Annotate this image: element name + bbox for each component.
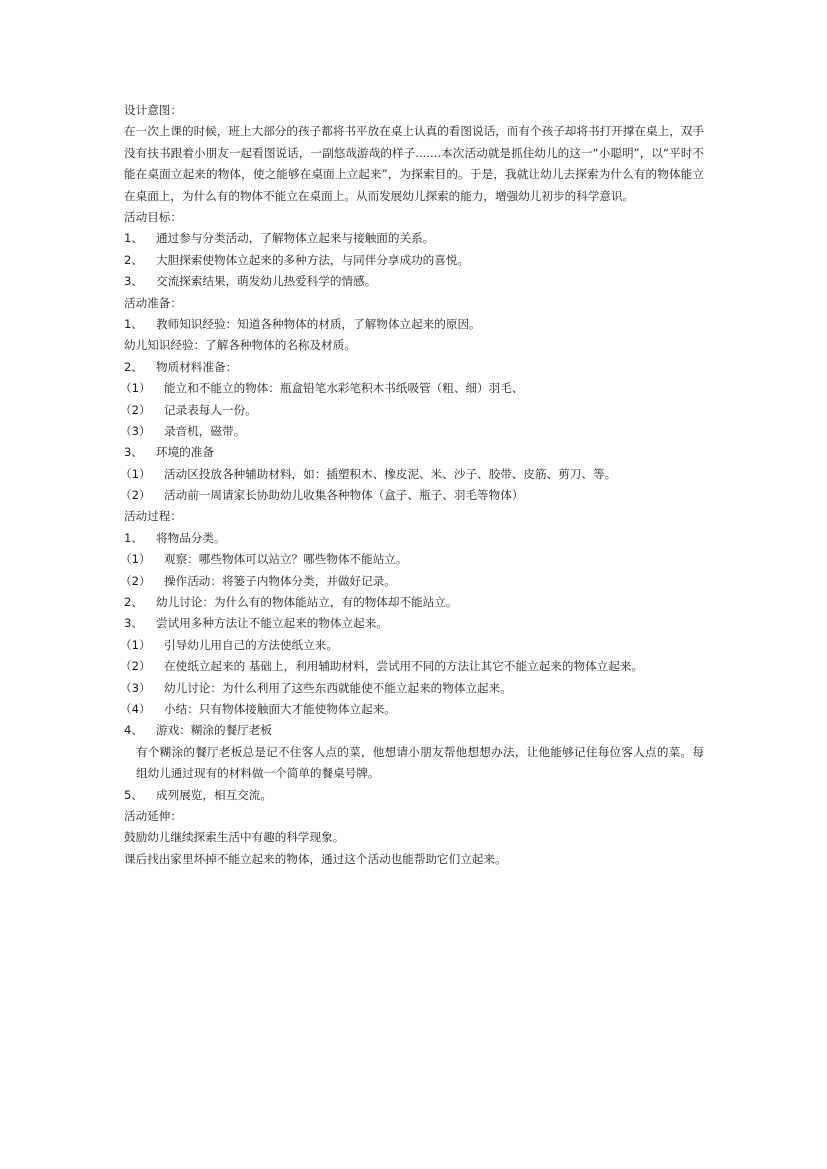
item-text: 教师知识经验：知道各种物体的材质，了解物体立起来的原因。 xyxy=(156,316,481,331)
item-text: 环境的准备 xyxy=(156,445,214,460)
item-number: （1） xyxy=(120,637,151,652)
item-text: 引导幼儿用自己的方法使纸立来。 xyxy=(164,637,338,652)
item-text: 活动区投放各种辅助材料，如：插塑积木、橡皮泥、米、沙子、胶带、皮筋、剪刀、等。 xyxy=(164,466,617,481)
item-text: 物质材料准备： xyxy=(156,359,238,374)
sub-list-item xyxy=(120,421,704,442)
sub-list-item xyxy=(120,549,704,570)
item-number: 2、 xyxy=(124,595,143,610)
item-text: 观察：哪些物体可以站立？哪些物体不能站立。 xyxy=(164,552,408,567)
item-text: 游戏：糊涂的餐厅老板 xyxy=(156,723,272,738)
item-text: 活动前一周请家长协助幼儿收集各种物体（盒子、瓶子、羽毛等物体） xyxy=(164,488,524,503)
list-item xyxy=(124,785,704,806)
list-item xyxy=(124,613,704,634)
section-heading-design: 设计意图： xyxy=(124,103,182,117)
sub-list-item xyxy=(120,571,704,592)
section-heading-goals: 活动目标： xyxy=(124,210,182,225)
item-number: 4、 xyxy=(124,723,143,738)
item-number: （1） xyxy=(120,381,151,396)
item-number: （4） xyxy=(120,702,151,716)
item-text: 操作活动：将篓子内物体分类，并做好记录。 xyxy=(164,573,396,588)
sub-list-item xyxy=(120,656,704,677)
section-heading-prep: 活动准备： xyxy=(124,295,182,310)
item-text: 尝试用多种方法让不能立起来的物体立起来。 xyxy=(156,616,388,631)
sub-list-item xyxy=(120,678,704,699)
design-intent-paragraph: 在一次上课的时候，班上大部分的孩子都将书平放在桌上认真的看图说话，而有个孩子却将书打开撑在桌上，双手没有扶书跟着小朋友一起看图说话，一副悠哉游哉的样子.......本次活动就是抓住幼儿的这一“小聪明”，以“平时不能在桌面立起来的物体，使之能够在桌面上立起来”，为探索目的。于是，我就让幼儿去探索为什么有的物体能立在桌面上，为什么有的物体不能立在桌面上。从而发展幼儿探索的能力，增强幼儿初步的科学意识。 xyxy=(124,124,704,203)
sub-list-item xyxy=(120,400,704,421)
section-heading-process: 活动过程： xyxy=(124,509,182,524)
item-text: 幼儿讨论：为什么有的物体能站立，有的物体却不能站立。 xyxy=(156,595,458,610)
text-line: 幼儿知识经验：了解各种物体的名称及材质。 xyxy=(124,338,356,353)
item-number: （2） xyxy=(120,573,151,588)
item-number: 2、 xyxy=(124,252,143,267)
item-number: 3、 xyxy=(124,445,143,460)
item-number: （2） xyxy=(120,402,151,417)
item-text: 将物品分类。 xyxy=(156,530,226,545)
list-item xyxy=(124,528,704,549)
item-text: 在使纸立起来的 基础上，利用辅助材料，尝试用不同的方法让其它不能立起来的物体立起来。 xyxy=(164,659,644,674)
item-text: 小结：只有物体接触面大才能使物体立起来。 xyxy=(164,702,396,716)
item-number: 2、 xyxy=(124,359,143,374)
list-item xyxy=(124,357,704,378)
list-item xyxy=(124,250,704,271)
list-item xyxy=(124,442,704,463)
document-body xyxy=(120,100,704,870)
item-number: （2） xyxy=(120,488,151,503)
sub-list-item xyxy=(120,464,704,485)
item-text: 交流探索结果，萌发幼儿热爱科学的情感。 xyxy=(156,274,377,289)
list-item xyxy=(124,720,704,741)
item-text: 通过参与分类活动，了解物体立起来与接触面的关系。 xyxy=(156,231,435,246)
game-description-paragraph: 有个糊涂的餐厅老板总是记不住客人点的菜，他想请小朋友帮他想想办法，让他能够记住每位客人点的菜。每组幼儿通过现有的材料做一个简单的餐桌号牌。 xyxy=(136,744,704,781)
item-number: 1、 xyxy=(124,231,143,246)
item-text: 成列展览，相互交流。 xyxy=(156,787,272,802)
item-number: 1、 xyxy=(124,530,143,545)
item-text: 能立和不能立的物体：瓶盒铅笔水彩笔积木书纸吸管（粗、细）羽毛、 xyxy=(164,381,524,396)
item-text: 大胆探索使物体立起来的多种方法，与同伴分享成功的喜悦。 xyxy=(156,252,470,267)
sub-list-item xyxy=(120,699,704,720)
item-number: 3、 xyxy=(124,274,143,289)
item-number: 5、 xyxy=(124,787,143,802)
item-number: （3） xyxy=(120,680,151,695)
sub-list-item xyxy=(120,378,704,399)
sub-list-item xyxy=(120,635,704,656)
item-text: 幼儿讨论：为什么利用了这些东西就能使不能立起来的物体立起来。 xyxy=(164,680,512,695)
sub-list-item xyxy=(120,485,704,506)
item-number: （1） xyxy=(120,466,151,481)
item-number: （3） xyxy=(120,423,151,438)
item-number: （1） xyxy=(120,552,151,567)
item-number: 1、 xyxy=(124,316,143,331)
item-number: 3、 xyxy=(124,616,143,631)
item-number: （2） xyxy=(120,659,151,674)
text-line: 课后找出家里坏掉不能立起来的物体，通过这个活动也能帮助它们立起来。 xyxy=(124,851,507,866)
text-line: 鼓励幼儿继续探索生活中有趣的科学现象。 xyxy=(124,830,345,845)
list-item xyxy=(124,314,704,335)
list-item xyxy=(124,592,704,613)
item-text: 录音机，磁带。 xyxy=(164,423,246,438)
item-text: 记录表每人一份。 xyxy=(164,402,257,417)
section-heading-extension: 活动延伸： xyxy=(124,808,182,823)
list-item xyxy=(124,271,704,292)
list-item xyxy=(124,228,704,249)
